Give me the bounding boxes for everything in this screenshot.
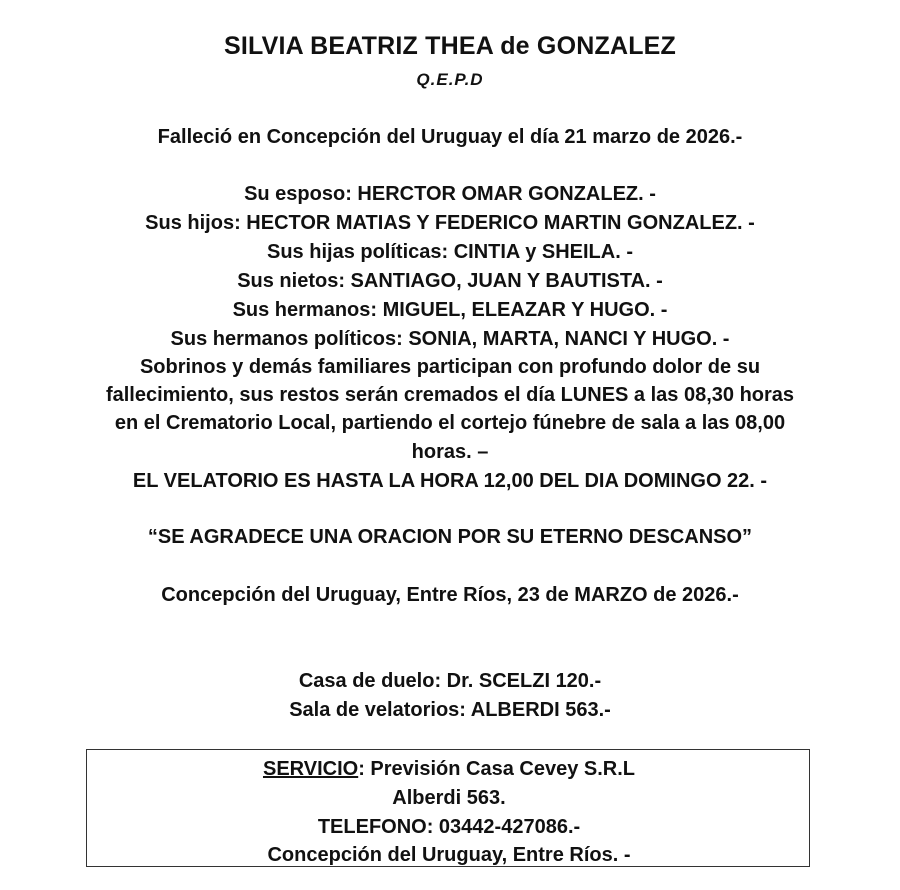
mourning-house: Casa de duelo: Dr. SCELZI 120.-: [298, 670, 602, 692]
service-box: [86, 749, 810, 867]
service-city: Concepción del Uruguay, Entre Ríos. -: [267, 844, 631, 866]
announcement-line: Sobrinos y demás familiares participan con profundo dolor de su: [139, 356, 761, 378]
prayer-request: “SE AGRADECE UNA ORACION POR SU ETERNO DESCANSO”: [147, 526, 753, 548]
family-spouse: Su esposo: HERCTOR OMAR GONZALEZ. -: [244, 183, 656, 205]
qepd-label: Q.E.P.D: [416, 70, 484, 89]
service-label: SERVICIO: [262, 758, 359, 780]
wake-notice: EL VELATORIO ES HASTA LA HORA 12,00 DEL DIA DOMINGO 22. -: [132, 470, 768, 492]
deceased-name: SILVIA BEATRIZ THEA de GONZALEZ: [223, 32, 677, 60]
funeral-parlor: Sala de velatorios: ALBERDI 563.-: [289, 699, 611, 721]
announcement-line: horas. –: [411, 441, 489, 463]
death-notice: Falleció en Concepción del Uruguay el día 21 marzo de 2026.-: [157, 126, 743, 148]
family-siblings-in-law: Sus hermanos políticos: SONIA, MARTA, NANCI Y HUGO. -: [170, 328, 730, 350]
service-provider-line: [87, 755, 811, 783]
family-siblings: Sus hermanos: MIGUEL, ELEAZAR Y HUGO. -: [232, 299, 668, 321]
announcement-line: en el Crematorio Local, partiendo el cortejo fúnebre de sala a las 08,00: [114, 412, 786, 434]
family-children: Sus hijos: HECTOR MATIAS Y FEDERICO MARTIN GONZALEZ. -: [145, 212, 755, 234]
family-daughters-in-law: Sus hijas políticas: CINTIA y SHEILA. -: [267, 241, 633, 263]
service-provider: : Previsión Casa Cevey S.R.L: [358, 758, 635, 780]
place-date: Concepción del Uruguay, Entre Ríos, 23 de MARZO de 2026.-: [161, 584, 739, 606]
service-phone: TELEFONO: 03442-427086.-: [317, 816, 581, 838]
service-address: Alberdi 563.: [392, 787, 506, 809]
family-grandchildren: Sus nietos: SANTIAGO, JUAN Y BAUTISTA. -: [237, 270, 663, 292]
announcement-line: fallecimiento, sus restos serán cremados el día LUNES a las 08,30 horas: [105, 384, 795, 406]
